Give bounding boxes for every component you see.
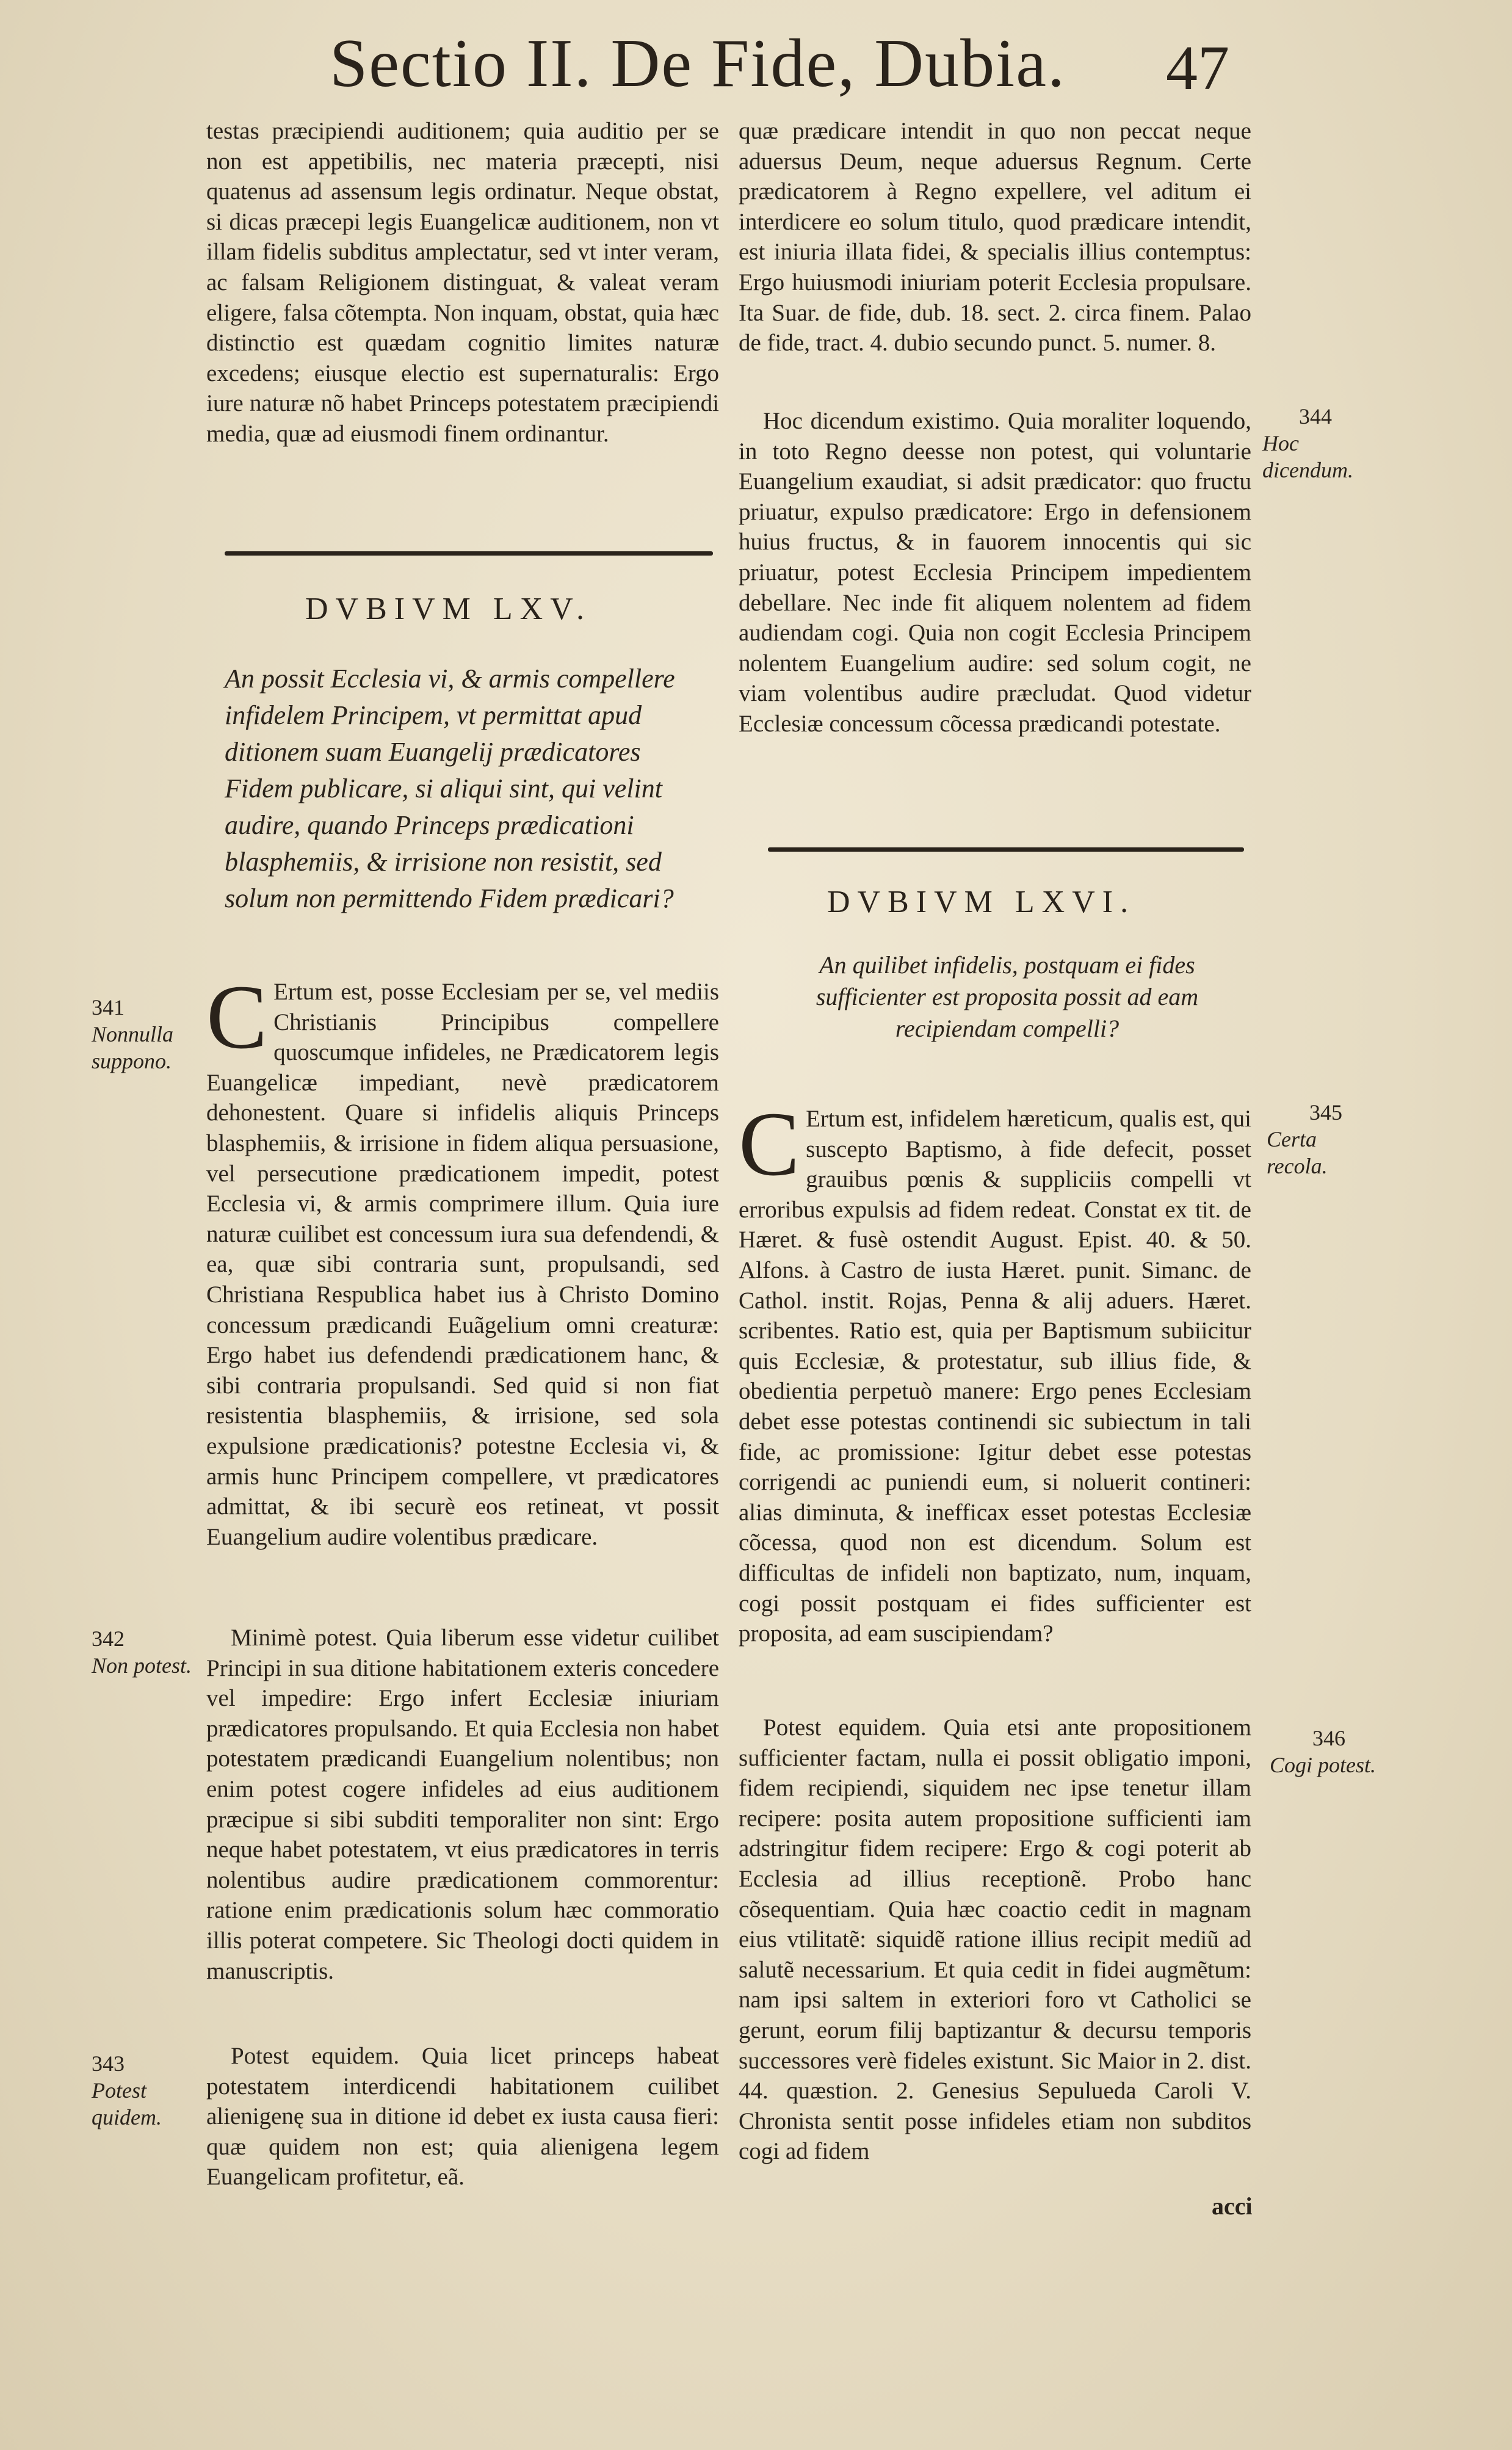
right-section-rule [768, 847, 1244, 852]
right-continuation-paragraph: quæ prædicare intendit in quo non peccat neque aduersus Deum, neque aduersus Regnum. Certe prædicatorem à Regno expellere, vel aditum ei interdicere eo solum titulo, quod prædicare intendit, est iniuria illata fidei, & specialis illius contemptus: Ergo huiusmodi iniuriam poterit Ecclesia propulsare. Ita Suar. de fide, dub. 18. sect. 2. circa finem. Palao de fide, tract. 4. dubio secundo punct. 5. numer. 8. [739, 118, 1251, 357]
left-para-341 [206, 966, 719, 1552]
dropcap-341: C [206, 966, 268, 1068]
dropcap-345: C [739, 1093, 800, 1195]
dubium-65-heading: DVBIVM LXV. [305, 592, 592, 626]
right-para-345 [739, 1093, 1251, 1649]
page-number: 47 [1166, 33, 1229, 103]
margin-note-342: 342 Non potest. [92, 1626, 192, 1678]
left-section-rule [225, 551, 713, 556]
para-346-text: Potest equidem. Quia etsi ante propositionem sufficienter factam, nulla ei possit obligatio imponi, fidem recipiendi, siquidem nec ipse tenetur illam recipere: posita autem propositione sufficienti iam adstringitur fidem recipere: Ergo & cogi poterit ab Ecclesia ad illius receptionẽ. Probo hanc cõsequentiam. Quia hæc coactio cedit in magnam eius vtilitatẽ: siquidẽ ratione illius recipit mediũ ad salutẽ necessarium. Et quia cedit in fidei augmẽtum: nam ipsi saltem in exteriori foro vt Catholici se gerunt, eorum filij baptizantur & decursu temporis successores verè fideles existunt. Sic Maior in 2. dist. 44. quæstion. 2. Genesius Sepulueda Caroli V. Chronista sentit posse infideles etiam non subditos cogi ad fidem [739, 1714, 1251, 2165]
margin-note-344: 344 Hoc dicendum. [1262, 404, 1353, 482]
margin-note-346: 346 Cogi potest. [1270, 1726, 1376, 1777]
para-343-text: Potest equidem. Quia licet princeps habeat potestatem interdicendi habitationem cuilibet alienigenę sua in ditione id debet ex iusta causa fieri: quæ quidem non est; quia alienigena legem Euangelicam profitetur, eã. [206, 2043, 719, 2191]
para-341-text: Ertum est, posse Ecclesiam per se, vel mediis Christianis Principibus compellere quoscumque infideles, ne Prædicatorem legis Euangelicæ impediant, nevè prædicatorem dehonestent. Quare si infidelis aliquis Princeps blasphemiis, & irrisione in fidem aliqua persuasione, vel persecutione prædicationem impedit, potest Ecclesia vi, & armis comprimere illum. Quia iure naturæ cuilibet est concessum iura sua defendendi, & ea, quæ sibi contraria sunt, propulsandi, sed Christiana Respublica habet ius à Christo Domino concessum prædicandi Euãgelium omni creaturæ: Ergo habet ius defendendi prædicationem hanc, & sibi contraria propulsandi. Sed quid si non fiat resistentia blasphemiis, & irrisione, sed sola expulsione prædicationis? potestne Ecclesia vi, & armis hunc Principem compellere, vt prædicatores admittat, & ibi securè eos retineat, vt possit Euangelium audire volentibus prædicare. [206, 979, 719, 1550]
left-intro-paragraph: testas præcipiendi auditionem; quia auditio per se non est appetibilis, nec materia præcepti, nisi quatenus ad assensum legis ordinatur. Neque obstat, si dicas præcepi legis Euangelicæ auditionem, non vt illam fidelis subditus amplectatur, sed vt inter veram, ac falsam Religionem distinguat, & valeat veram eligere, falsa cõtempta. Non inquam, obstat, quia hæc distinctio est quædam cognitio limites naturæ excedens; eiusque electio est supernaturalis: Ergo iure naturæ nõ habet Princeps potestatem præcipiendi media, quæ ad eiusmodi finem ordinantur. [206, 118, 719, 447]
margin-note-345: 345 Certa recola. [1267, 1100, 1342, 1178]
catchword: acci [1212, 2192, 1253, 2220]
para-345-text: Ertum est, infidelem hæreticum, qualis est, qui suscepto Baptismo, à fide defecit, posset grauibus pœnis & suppliciis compelli vt erroribus expulsis ad fidem redeat. Constat ex tit. de Hæret. & fusè ostendit August. Epist. 40. & 50. Alfons. à Castro de iusta Hæret. punit. Simanc. de Cathol. instit. Rojas, Penna & alij aduers. Hæret. scribentes. Ratio est, quia per Baptismum subiicitur quis Ecclesiæ, & protestatur, sub illius fide, & obedientia perpetuò manere: Ergo penes Ecclesiam debet esse potestas continendi sic subiectum in tali fide, ac promissione: Igitur debet esse potestas corrigendi ac puniendi eum, si noluerit contineri: alias diminuta, & inefficax esset potestas Ecclesiæ cõcessa, quod non est dicendum. Solum est difficultas de infideli non baptizato, num, inquam, cogi possit postquam ei fides sufficienter est proposita, ad eam suscipiendam? [739, 1106, 1251, 1647]
dubium-66-question: An quilibet infidelis, postquam ei fides sufficienter est proposita possit ad eam recipiendam compelli? [816, 951, 1199, 1042]
dubium-65-question: An possit Ecclesia vi, & armis compellere infidelem Principem, vt permittat apud ditionem suam Euangelij prædicatores Fidem publicare, si aliqui sint, qui velint audire, quando Princeps prædicationi blasphemiis, & irrisione non resistit, sed solum non permittendo Fidem prædicari? [225, 664, 675, 913]
right-para-346 [739, 1712, 1251, 2167]
left-para-342 [206, 1623, 719, 1986]
para-344-text: Hoc dicendum existimo. Quia moraliter loquendo, in toto Regno deesse non potest, qui voluntarie Euangelium exaudiat, si adsit prædicator: quo fructu priuatur, expulso prædicatore: Ergo in defensionem huius fructus, & in fauorem innocentis qui sic priuatur, potest Ecclesia Principem impedientem debellare. Nec inde fit aliquem nolentem ad fidem audiendam cogi. Quia non cogit Ecclesia Principem nolentem Euangelium audire: sed solum cogit, ne viam volentibus audire præcludat. Quod videtur Ecclesiæ concessum cõcessa prædicandi potestate. [739, 408, 1251, 737]
dubium-66-heading: DVBIVM LXVI. [827, 885, 1136, 919]
right-para-344 [739, 406, 1251, 739]
para-342-text: Minimè potest. Quia liberum esse videtur cuilibet Principi in sua ditione habitationem exteris concedere vel impedire: Ergo infert Ecclesiæ iniuriam prædicatores propulsando. Et quia Ecclesia non habet potestatem prædicandi Euangelium nolentibus; non enim potest cogere infideles ad eius auditionem præcipue si sibi subditi temporaliter non sint: Ergo neque habet potestatem, vt eius prædicatores in terris nolentibus audire prædicationem commorentur: ratione enim prædicationis solum hæc commoratio illis poterat competere. Sic Theologi docti quidem in manuscriptis. [206, 1625, 719, 1984]
running-head-title: Sectio II. De Fide, Dubia. [330, 26, 1066, 101]
right-continuation-block [739, 116, 1251, 358]
margin-note-343: 343 Potest quidem. [92, 2051, 162, 2129]
margin-note-341: 341 Nonnulla suppono. [92, 995, 174, 1073]
left-intro-block [206, 116, 719, 449]
left-para-343 [206, 2041, 719, 2192]
